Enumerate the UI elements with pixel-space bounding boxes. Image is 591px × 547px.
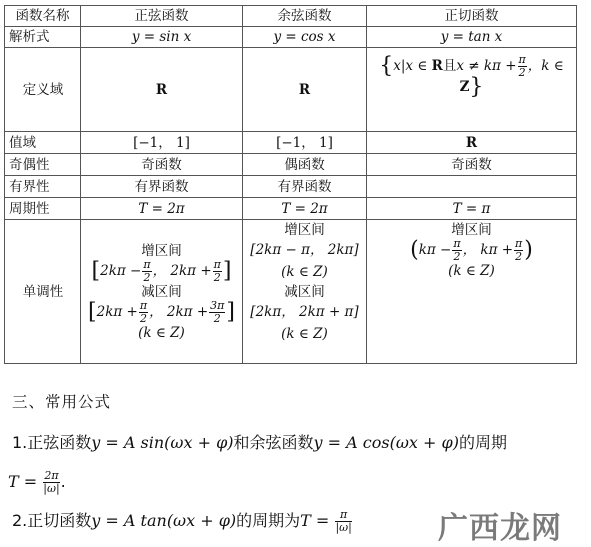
formula2-frac bbox=[335, 509, 351, 534]
cos-range: [−1， 1] bbox=[243, 132, 367, 154]
sin-dec-ad: 2 bbox=[139, 311, 147, 325]
tan-inc-interval: (kπ − $\frac{\pi}{2}$ ， kπ + $\frac{\pi}{2}$ ) bbox=[410, 237, 533, 263]
tan-domain-frac bbox=[518, 54, 527, 79]
tan-k-z: (k ∈ Z) bbox=[448, 263, 495, 279]
sin-dec-interval: [2kπ + $\frac{\pi}{2}$ ， 2kπ + $\frac{3\pi}{2}$ ] bbox=[88, 298, 235, 325]
formula1-frac bbox=[43, 470, 59, 495]
cos-inc-label: 增区间 bbox=[284, 222, 325, 238]
watermark: 广西龙网 bbox=[438, 511, 562, 546]
row-analytic bbox=[5, 27, 577, 48]
sin-inc-bn: π bbox=[213, 257, 221, 271]
header-sine: 正弦函数 bbox=[81, 6, 243, 27]
tan-inc-b: ， kπ + bbox=[462, 242, 514, 258]
section-title: 三、常用公式 bbox=[12, 393, 112, 411]
sin-domain: R bbox=[81, 48, 243, 132]
row-range bbox=[5, 132, 577, 154]
sin-monotonicity bbox=[81, 220, 243, 364]
tan-period: T = π bbox=[367, 198, 577, 220]
tan-inc-an: π bbox=[453, 237, 461, 250]
cos-monotonicity bbox=[243, 220, 367, 364]
sin-dec-bn: 3π bbox=[210, 298, 225, 312]
label-range: 值域 bbox=[5, 132, 81, 154]
tan-monotonicity bbox=[367, 220, 577, 364]
cos-inc-k-z: (k ∈ Z) bbox=[281, 264, 328, 280]
tan-domain-suffix: ，k ∈ bbox=[527, 58, 564, 74]
formula2-expr: y = A tan(ωx + φ) bbox=[91, 511, 237, 530]
tan-domain-R: R bbox=[431, 58, 443, 74]
formula2-den: |ω| bbox=[335, 521, 352, 534]
row-period bbox=[5, 198, 577, 220]
cos-bounded: 有界函数 bbox=[243, 176, 367, 198]
sin-inc-b: ， 2kπ + bbox=[152, 262, 212, 279]
sin-inc-an: π bbox=[143, 257, 151, 271]
tan-domain-Z: Z bbox=[459, 79, 470, 95]
sin-inc-label: 增区间 bbox=[141, 242, 182, 259]
sin-period: T = 2π bbox=[81, 198, 243, 220]
label-domain: 定义域 bbox=[5, 48, 81, 132]
cos-dec-interval: [2kπ， 2kπ + π] bbox=[250, 304, 359, 320]
trig-function-table bbox=[4, 5, 577, 364]
header-row bbox=[5, 6, 577, 27]
tan-domain-and: 且 bbox=[442, 58, 457, 74]
formula1-T: T = bbox=[8, 472, 38, 491]
formula1-expr2: y = A cos(ωx + φ) bbox=[313, 433, 459, 452]
tan-inc-ad: 2 bbox=[453, 250, 461, 263]
formula1-expr1: y = A sin(ωx + φ) bbox=[91, 433, 234, 452]
sin-parity: 奇函数 bbox=[81, 154, 243, 176]
sin-dec-bd: 2 bbox=[213, 311, 221, 325]
formula2-num: π bbox=[335, 509, 351, 522]
sin-inc-ad: 2 bbox=[143, 270, 151, 284]
row-parity bbox=[5, 154, 577, 176]
sin-inc-bd: 2 bbox=[213, 270, 221, 284]
cos-inc-interval: [2kπ − π， 2kπ] bbox=[250, 242, 359, 258]
sin-dec-label: 减区间 bbox=[141, 283, 182, 300]
sin-k-z: (k ∈ Z) bbox=[138, 324, 185, 341]
label-bounded: 有界性 bbox=[5, 176, 81, 198]
tan-inc-label: 增区间 bbox=[451, 222, 492, 238]
row-bounded bbox=[5, 176, 577, 198]
label-analytic: 解析式 bbox=[5, 27, 81, 48]
formula1-num: 2π bbox=[44, 469, 59, 482]
tan-domain-mid: x ≠ kπ + bbox=[456, 58, 517, 74]
tan-domain: {x|x ∈ R且x ≠ kπ + $\frac{\pi}{2}$ ，k ∈ Z} bbox=[367, 48, 577, 132]
sin-bounded: 有界函数 bbox=[81, 176, 243, 198]
sin-analytic: y = sin x bbox=[81, 27, 243, 48]
frac-num: π bbox=[518, 53, 526, 66]
tan-inc-bn: π bbox=[515, 237, 523, 250]
tan-bounded bbox=[367, 176, 577, 198]
label-period: 周期性 bbox=[5, 198, 81, 220]
formula-1-period bbox=[8, 470, 66, 495]
formula1-prefix: 1.正弦函数 bbox=[12, 433, 92, 452]
cos-domain: R bbox=[243, 48, 367, 132]
formula1-suffix: 的周期 bbox=[458, 433, 507, 452]
tan-analytic: y = tan x bbox=[367, 27, 577, 48]
formula2-T: T = bbox=[300, 511, 330, 530]
row-monotonicity bbox=[5, 220, 577, 364]
cos-dec-text: 2kπ， 2kπ + π bbox=[255, 304, 354, 320]
sin-dec-an: π bbox=[139, 298, 148, 312]
sin-inc-a: 2kπ − bbox=[100, 262, 142, 279]
sin-dec-a: 2kπ + bbox=[96, 303, 138, 320]
header-function-name: 函数名称 bbox=[5, 6, 81, 27]
tan-inc-a: kπ − bbox=[418, 242, 452, 258]
tan-range: R bbox=[367, 132, 577, 154]
formula-2 bbox=[12, 508, 353, 534]
label-parity: 奇偶性 bbox=[5, 154, 81, 176]
tan-inc-bd: 2 bbox=[515, 250, 523, 263]
formula1-den: |ω| bbox=[43, 482, 60, 495]
sin-dec-b: ， 2kπ + bbox=[149, 303, 209, 320]
sin-inc-interval: [2kπ − $\frac{\pi}{2}$ ， 2kπ + $\frac{\pi}{2}$ ] bbox=[91, 257, 232, 284]
label-monotonicity: 单调性 bbox=[5, 220, 81, 364]
cos-period: T = 2π bbox=[243, 198, 367, 220]
formula1-mid: 和余弦函数 bbox=[233, 433, 314, 452]
formula1-end: . bbox=[60, 472, 66, 491]
cos-inc-text: 2kπ − π， 2kπ bbox=[255, 242, 354, 258]
formula2-prefix: 2.正切函数 bbox=[12, 511, 92, 530]
tan-parity: 奇函数 bbox=[367, 154, 577, 176]
cos-parity: 偶函数 bbox=[243, 154, 367, 176]
header-cosine: 余弦函数 bbox=[243, 6, 367, 27]
formula-1 bbox=[12, 430, 507, 453]
sin-range: [−1， 1] bbox=[81, 132, 243, 154]
header-tangent: 正切函数 bbox=[367, 6, 577, 27]
cos-dec-label: 减区间 bbox=[284, 284, 325, 300]
cos-analytic: y = cos x bbox=[243, 27, 367, 48]
formula2-mid: 的周期为 bbox=[236, 511, 301, 530]
frac-den: 2 bbox=[518, 66, 526, 79]
tan-domain-prefix: x|x ∈ bbox=[393, 58, 432, 74]
row-domain bbox=[5, 48, 577, 132]
cos-dec-k-z: (k ∈ Z) bbox=[281, 326, 328, 342]
